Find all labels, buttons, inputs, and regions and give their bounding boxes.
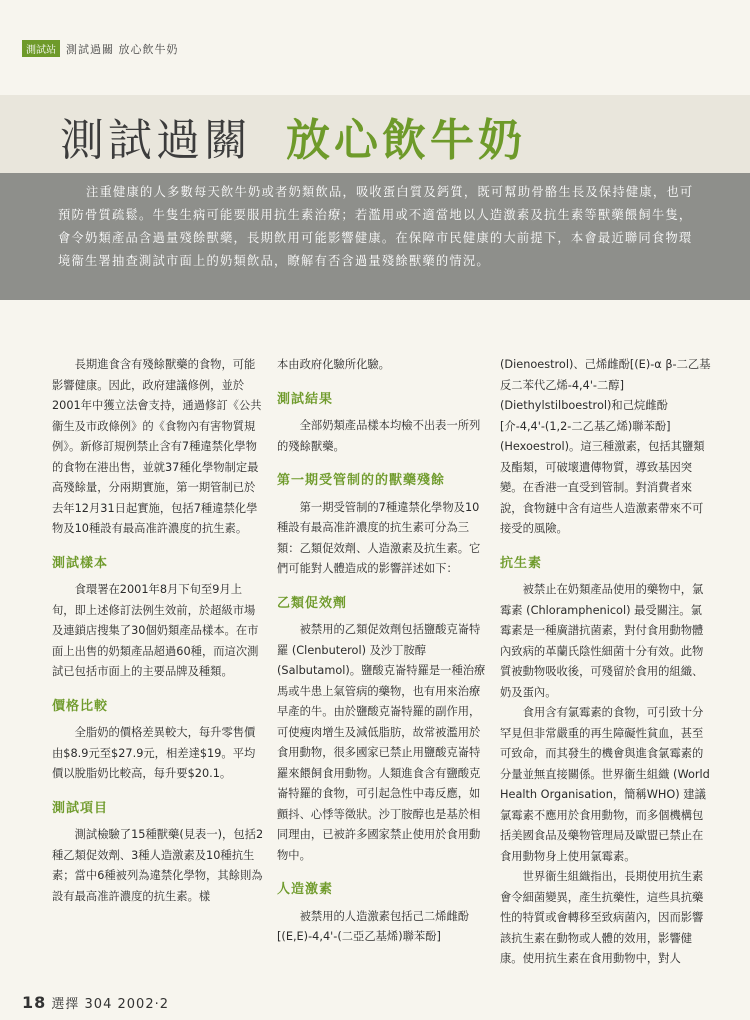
- page-number: 18: [22, 993, 47, 1012]
- intro-text: 注重健康的人多數每天飲牛奶或者奶類飲品，吸收蛋白質及鈣質，既可幫助骨骼生長及保持健康，也可預防骨質疏鬆。牛隻生病可能要服用抗生素治療；若濫用或不適當地以人造激素及抗生素等獸藥餵飼牛隻，會令奶類產品含過量殘餘獸藥，長期飲用可能影響健康。在保障市民健康的大前提下，本會最近聯同食物環境衞生署抽查測試市面上的奶類飲品，瞭解有否含過量殘餘獸藥的情況。: [58, 185, 694, 268]
- paragraph: 被禁用的人造激素包括己二烯雌酚 [(E,E)-4,4'-(二亞乙基烯)聯苯酚]: [277, 909, 470, 943]
- magazine-issue: 選擇 304: [51, 997, 113, 1012]
- paragraph: 食環署在2001年8月下旬至9月上旬，即上述修訂法例生效前，於超級市場及連鎖店搜集了30個奶類產品樣本。在市面上出售的奶類產品超過60種，而這次測試已包括市面上的主要品牌及種類。: [52, 583, 259, 678]
- column-1: [52, 355, 264, 907]
- paragraph: 世界衞生組織指出，長期使用抗生素會令細菌變異，產生抗藥性，這些具抗藥性的特質或會轉移至致病菌內，因而影響該抗生素在動物或人體的效用，影響健康。使用抗生素在食用動物中，對人: [500, 870, 704, 965]
- header-title: 測試過關 放心飲牛奶: [66, 43, 179, 56]
- section-heading-beta: 乙類促效劑: [277, 595, 348, 611]
- running-header: [22, 40, 179, 57]
- section-heading-antibiotics: 抗生素: [500, 555, 543, 571]
- paragraph: 被禁止在奶類產品使用的藥物中，氯霉素 (Chloramphenicol) 最受關注。氯霉素是一種廣譜抗菌素，對付食用動物體內致病的革蘭氏陰性細菌十分有效。此物質被動物吸收後，可殘留於食用的組織、奶及蛋內。: [500, 583, 704, 699]
- section-heading-phase: 第一期受管制的的獸藥殘餘: [277, 473, 446, 488]
- paragraph: 測試檢驗了15種獸藥(見表一)，包括2種乙類促效劑、3種人造激素及10種抗生素；當中6種被列為違禁化學物，其餘則為設有最高准許濃度的抗生素。樣: [52, 828, 264, 903]
- paragraph: 被禁用的乙類促效劑包括鹽酸克崙特羅 (Clenbuterol) 及沙丁胺醇 (Salbutamol)。鹽酸克崙特羅是一種治療馬或牛患上氣管病的藥物，也有用來治療早產的牛。由於鹽酸克崙特羅的副作用，可使瘦肉增生及減低脂肪，故常被濫用於食用動物，很多國家已禁止用鹽酸克崙特羅來餵飼食用動物。人類進食含有鹽酸克崙特羅的食物，可引起急性中毒反應，如顫抖、心悸等徵狀。沙丁胺醇也是基於相同理由，已被許多國家禁止使用於食用動物中。: [277, 623, 486, 862]
- title-part-2: 放心飲牛奶: [286, 115, 526, 166]
- paragraph: (Dienoestrol)、己烯雌酚[(E)-α β-二乙基反二苯代乙烯-4,4'-二醇] (Diethylstilboestrol)和己烷雌酚[介-4,4'-(1,2-二乙基乙烯)聯苯酚] (Hexoestrol)。這三種激素，包括其鹽類及酯類，可破壞遺傳物質，導致基因突變。在香港一直受到管制。對消費者來說，食物鏈中含有這些人造激素帶來不可接受的風險。: [500, 358, 711, 535]
- paragraph: 全部奶類產品樣本均檢不出表一所列的殘餘獸藥。: [277, 419, 481, 453]
- section-heading-items: 測試項目: [52, 800, 109, 816]
- section-heading-result: 測試結果: [277, 391, 334, 407]
- section-heading-price: 價格比較: [52, 698, 109, 714]
- paragraph: 長期進食含有殘餘獸藥的食物，可能影響健康。因此，政府建議修例，並於2001年中獲立法會支持，通過修訂《公共衞生及市政條例》的《食物內有害物質規例》。新修訂規例禁止含有7種違禁化學物的食物在港出售，並就37種化學物制定最高殘餘量，分兩期實施，第一期管制已於去年12月31日起實施，包括7種違禁化學物及10種設有最高准許濃度的抗生素。: [52, 358, 262, 535]
- paragraph: 第一期受管制的7種違禁化學物及10種設有最高准許濃度的抗生素可分為三類：乙類促效劑、人造激素及抗生素。它們可能對人體造成的影響詳述如下：: [277, 500, 481, 575]
- paragraph: 本由政府化驗所化驗。: [277, 358, 390, 371]
- column-2: [277, 355, 489, 948]
- section-heading-hormone: 人造激素: [277, 882, 334, 897]
- page-title: [60, 104, 526, 168]
- column-3: [500, 355, 712, 970]
- intro-box: [0, 173, 750, 300]
- paragraph: 食用含有氯霉素的食物，可引致十分罕見但非常嚴重的再生障礙性貧血，甚至可致命，而其發生的機會與進食氯霉素的分量並無直接關係。世界衞生組織 (World Health Organisation，簡稱WHO) 建議氯霉素不應用於食用動物，而多個機構包括美國食品及藥物管理局及歐盟已禁止在食用動物身上使用氯霉素。: [500, 706, 710, 863]
- page-footer: [22, 993, 169, 1012]
- section-tag: 測試站: [22, 40, 60, 57]
- issue-date: 2002·2: [117, 997, 169, 1012]
- section-heading-sample: 測試樣本: [52, 555, 109, 571]
- paragraph: 全脂奶的價格差異較大，每升零售價由$8.9元至$27.9元，相差達$19。平均價以脫脂奶比較高，每升要$20.1。: [52, 726, 256, 780]
- title-part-1: 測試過關: [60, 115, 252, 166]
